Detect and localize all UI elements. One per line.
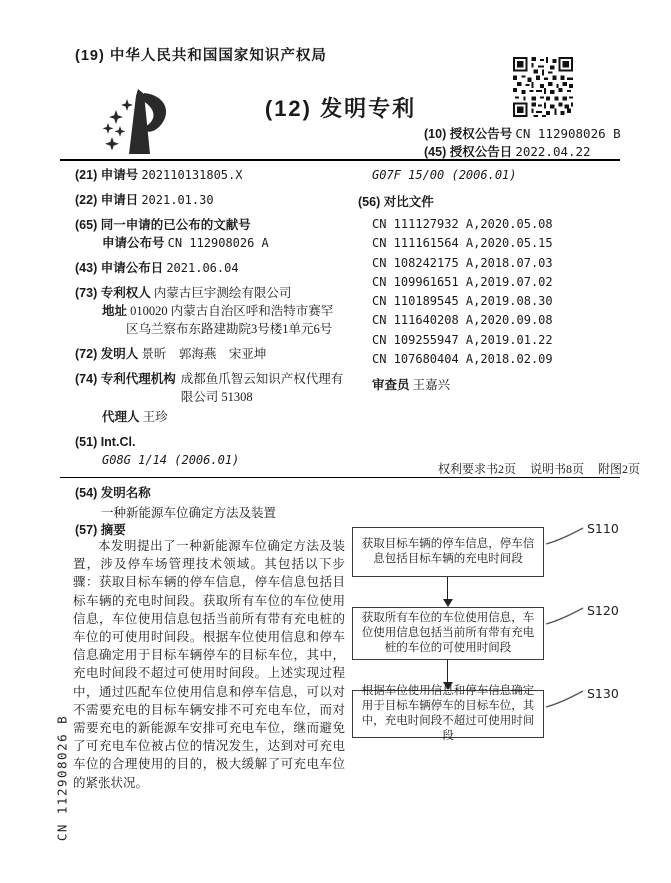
- application-date-field: [75, 191, 345, 209]
- claims-pages: 权利要求书2页: [438, 462, 517, 476]
- citation-item: CN 107680404 A,2018.02.09: [372, 352, 553, 367]
- grant-date-label: (45) 授权公告日: [424, 145, 513, 159]
- agency-value: 成都鱼爪智云知识产权代理有限公司 51308: [180, 372, 344, 404]
- inventors-field: [75, 345, 345, 363]
- description-pages: 说明书8页: [530, 462, 585, 476]
- abstract-label: (57) 摘要: [75, 523, 126, 537]
- vertical-document-id: CN 112908026 B: [54, 714, 70, 842]
- publication-number-label: 申请公布号: [102, 236, 165, 250]
- application-date-label: (22) 申请日: [75, 193, 139, 207]
- invention-title-section: [75, 484, 345, 522]
- flow-step-box-s110: [352, 527, 544, 577]
- agency-label: (74) 专利代理机构: [75, 372, 176, 386]
- flow-arrow-line: [447, 577, 448, 601]
- citation-item: CN 109961651 A,2019.07.02: [372, 274, 553, 289]
- qr-code: [513, 57, 573, 117]
- grant-info-block: [424, 125, 621, 161]
- patentee-label: (73) 专利权人: [75, 286, 151, 300]
- application-number-value: 202110131805.X: [141, 168, 243, 182]
- grant-number-row: [424, 125, 621, 143]
- patentee-value: 内蒙古巨宇测绘有限公司: [153, 286, 292, 300]
- citation-item: CN 108242175 A,2018.07.03: [372, 255, 553, 270]
- header-divider: [60, 159, 620, 161]
- address-value: 010020 内蒙古自治区呼和浩特市赛罕区乌兰察布东路建勘院3号楼1单元6号: [126, 304, 334, 336]
- invention-title-label: (54) 发明名称: [75, 486, 151, 500]
- abstract-text: 本发明提出了一种新能源车位确定方法及装置，涉及停车场管理技术领域。其包括以下步骤：获取目标车辆的停车信息，停车信息包括目标车辆的充电时间段。获取所有车位的车位使用信息，车位使用信息包括当前所有带有充电桩的车位的可使用时间段。根据车位使用信息和停车信息确定用于目标车辆停车的目标车位，其中，充电时间段不超过可使用时间段。上述实现过程中，通过匹配车位使用信息和停车信息，可以对不需要充电的目标车辆安排不可充电车位，而对需要充电的新能源车安排可充电车位，继而避免了可充电车位被占位的情况发生，达到对可充电车位的合理使用的目的，极大缓解了可充电车位的紧张状况。: [73, 539, 345, 790]
- flow-step-id: S110: [587, 521, 619, 536]
- agent-label: 代理人: [102, 410, 140, 424]
- drawings-pages: 附图2页: [598, 462, 641, 476]
- citation-item: CN 111640208 A,2020.09.08: [372, 313, 553, 328]
- application-number-field: [75, 166, 345, 184]
- grant-date-value: 2022.04.22: [515, 144, 591, 159]
- grant-number-value: CN 112908026 B: [515, 126, 621, 141]
- int-cl-label: (51) Int.Cl.: [75, 435, 136, 449]
- inventors-value: 景昕 郭海燕 宋亚坤: [141, 347, 267, 361]
- prior-publication-field: [75, 216, 345, 252]
- int-cl-value: G08G 1/14 (2006.01): [102, 453, 240, 467]
- flow-step-box-s130: [352, 685, 544, 742]
- citation-item: CN 111127932 A,2020.05.08: [372, 217, 553, 231]
- publication-number-value: CN 112908026 A: [167, 236, 269, 250]
- flow-callout-curve: [545, 525, 585, 545]
- int-cl-field: [75, 433, 345, 469]
- flow-step-id: S130: [587, 686, 619, 701]
- publication-date-field: [75, 259, 345, 277]
- inventors-label: (72) 发明人: [75, 347, 139, 361]
- invention-title: 一种新能源车位确定方法及装置: [101, 506, 277, 520]
- agency-field: [75, 370, 345, 426]
- prior-publication-label: (65) 同一申请的已公布的文献号: [75, 218, 251, 232]
- publication-date-label: (43) 申请公布日: [75, 261, 164, 275]
- citations-label: (56) 对比文件: [358, 195, 434, 209]
- document-pages-summary: [438, 460, 654, 477]
- int-cl-continued-value: G07F 15/00 (2006.01): [372, 168, 517, 182]
- patentee-field: [75, 284, 345, 338]
- examiner-value: 王嘉兴: [412, 378, 451, 393]
- application-number-label: (21) 申请号: [75, 168, 139, 182]
- examiner-label: 审查员: [372, 378, 410, 393]
- flow-step-id: S120: [587, 603, 619, 618]
- address-label: 地址: [102, 304, 128, 318]
- bibliographic-left-column: [75, 166, 345, 476]
- flow-callout-curve: [545, 605, 585, 625]
- flow-arrow-line: [447, 660, 448, 684]
- section-divider: [60, 477, 620, 478]
- flow-step-text: 根据车位使用信息和停车信息确定用于目标车辆停车的目标车位，其中，充电时间段不超过可使用时间段: [361, 685, 535, 742]
- flow-step-box-s120: [352, 607, 544, 660]
- examiner-field: [358, 376, 620, 394]
- citation-item: CN 110189545 A,2019.08.30: [372, 294, 553, 309]
- flow-arrow-head: [443, 599, 453, 607]
- flow-callout-curve: [545, 688, 585, 708]
- document-type-title: (12) 发明专利: [264, 96, 417, 121]
- flow-step-text: 获取所有车位的车位使用信息，车位使用信息包括当前所有带有充电桩的车位的可使用时间段: [361, 612, 535, 654]
- method-flowchart: [348, 521, 664, 753]
- agent-value: 王珍: [142, 410, 168, 424]
- patent-office-name: (19) 中华人民共和国国家知识产权局: [75, 48, 327, 64]
- flow-step-text: 获取目标车辆的停车信息，停车信息包括目标车辆的充电时间段: [361, 538, 535, 565]
- citation-item: CN 111161564 A,2020.05.15: [372, 236, 553, 251]
- grant-number-label: (10) 授权公告号: [424, 127, 513, 141]
- publication-date-value: 2021.06.04: [166, 261, 239, 275]
- application-date-value: 2021.01.30: [141, 193, 214, 207]
- bibliographic-right-column: [358, 166, 620, 394]
- citation-item: CN 109255947 A,2019.01.22: [372, 332, 553, 347]
